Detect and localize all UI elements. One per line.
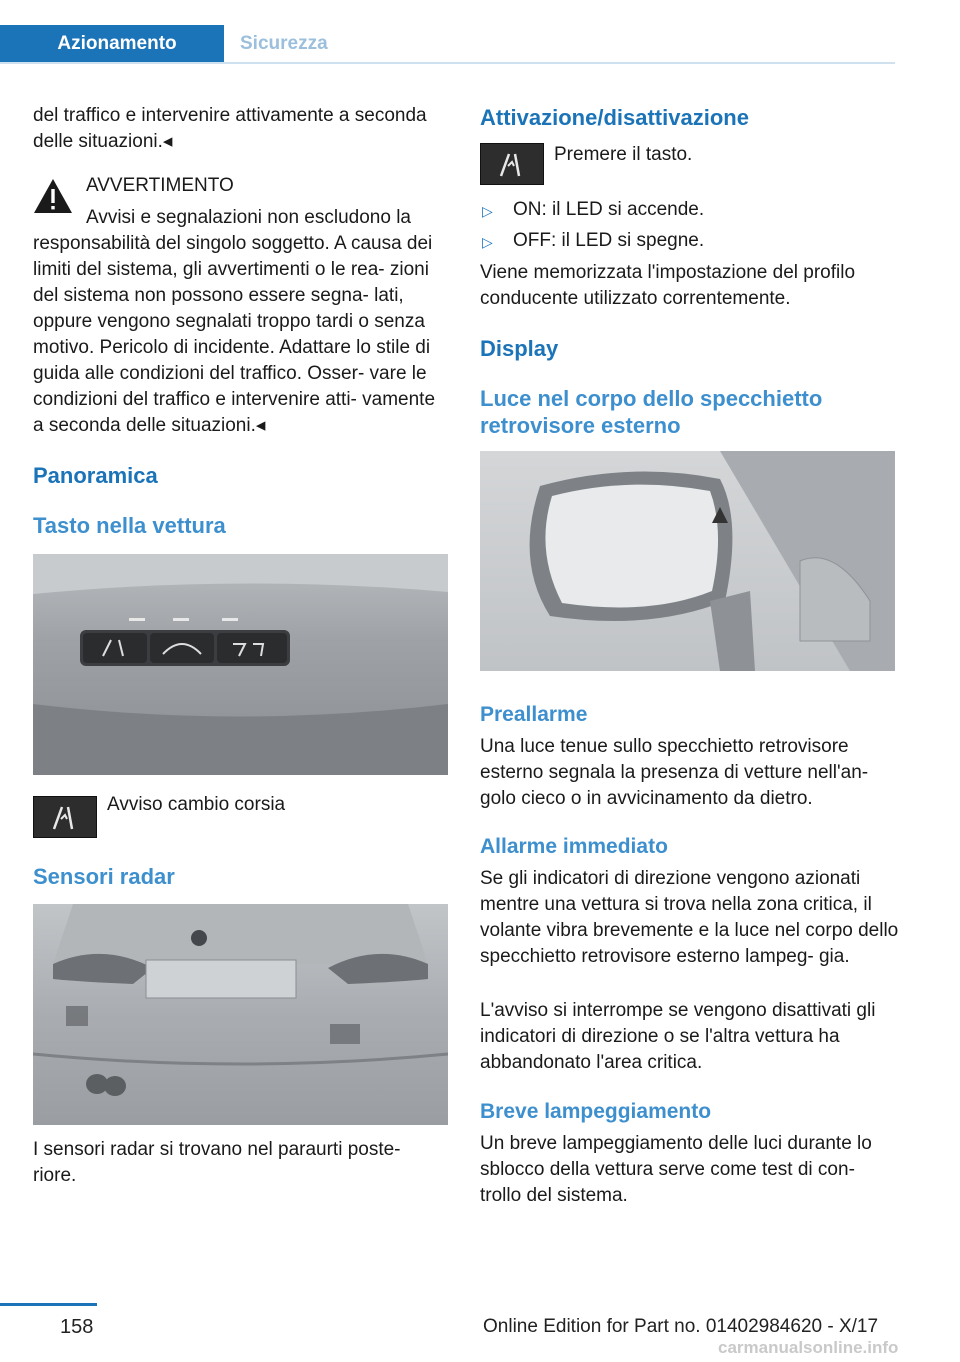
heading-sensori-radar: Sensori radar — [33, 864, 175, 889]
photo-side-mirror — [480, 451, 895, 671]
heading-breve-lampeggiamento: Breve lampeggiamento — [480, 1100, 712, 1123]
warning-title: AVVERTIMENTO — [86, 175, 234, 196]
photo-buttons-in-car — [33, 554, 448, 775]
heading-tasto-nella-vettura: Tasto nella vettura — [33, 513, 226, 538]
heading-preallarme: Preallarme — [480, 703, 588, 726]
page-number: 158 — [60, 1316, 94, 1338]
lane-change-warning-icon — [33, 796, 97, 838]
edition-text: Online Edition for Part no. 01402984620 - X/17 — [483, 1316, 879, 1337]
sensori-text: I sensori radar si trovano nel paraurti poste‐ riore. — [33, 1139, 401, 1186]
memo-text: Viene memorizzata l'impostazione del profilo conducente utilizzato correntemente. — [480, 262, 856, 309]
heading-luce-specchietto: Luce nel corpo dello specchietto retrovisore esterno — [480, 386, 823, 438]
warning-body: responsabilità del singolo soggetto. A causa dei limiti del sistema, gli avvertimenti o le rea‐ zioni del sistema non possono essere segna‐ lati, oppure vengono segnalati troppo tardi o senza motivo. Pericolo di incidente. Adattare lo stile di guida alle condizioni del traffico. Osser‐ vare le condizioni del traffico e intervenire atti‐ vamente a seconda delle situazioni.◂ — [33, 233, 436, 436]
allarme-text: Se gli indicatori di direzione vengono azionati mentre una vettura si trova nella zona critica, il volante vibra brevemente e la luce nel corpo dello specchietto retrovisore esterno lampeg‐ gia. — [480, 868, 899, 967]
bullet-item-off: OFF: il LED si spegne. — [513, 230, 705, 251]
photo-rear-bumper — [33, 904, 448, 1125]
bullet-triangle-icon: ▷ — [482, 234, 493, 250]
heading-panoramica: Panoramica — [33, 463, 158, 488]
footer-rule — [0, 1303, 97, 1306]
intro-text: del traffico e intervenire attivamente a seconda delle situazioni.◂ — [33, 105, 427, 152]
heading-allarme-immediato: Allarme immediato — [480, 835, 668, 858]
warning-triangle-icon — [33, 178, 73, 214]
tab-sicurezza[interactable]: Sicurezza — [240, 32, 328, 54]
watermark: carmanualsonline.info — [718, 1338, 899, 1357]
preallarme-text: Una luce tenue sullo specchietto retrovisore esterno segnala la presenza di vetture nell'an‐ golo cieco o in avvicinamento da dietro. — [480, 736, 869, 809]
tab-azionamento[interactable]: Azionamento — [0, 25, 224, 62]
heading-display: Display — [480, 336, 559, 361]
heading-attivazione: Attivazione/disattivazione — [480, 105, 749, 130]
header-tabbar — [0, 25, 895, 64]
bullet-triangle-icon: ▷ — [482, 203, 493, 219]
bullet-item-on: ON: il LED si accende. — [513, 199, 705, 220]
breve-text: Un breve lampeggiamento delle luci durante lo sblocco della vettura serve come test di con‐ trollo del sistema. — [480, 1133, 872, 1206]
lane-change-button-icon — [480, 143, 544, 185]
icon-caption: Avviso cambio corsia — [107, 794, 286, 815]
warning-first-line: Avvisi e segnalazioni non escludono la — [86, 207, 411, 228]
allarme-text-2: L'avviso si interrompe se vengono disattivati gli indicatori di direzione o se l'altra vettura ha abbandonato l'area critica. — [480, 1000, 876, 1073]
press-button-text: Premere il tasto. — [554, 144, 693, 165]
